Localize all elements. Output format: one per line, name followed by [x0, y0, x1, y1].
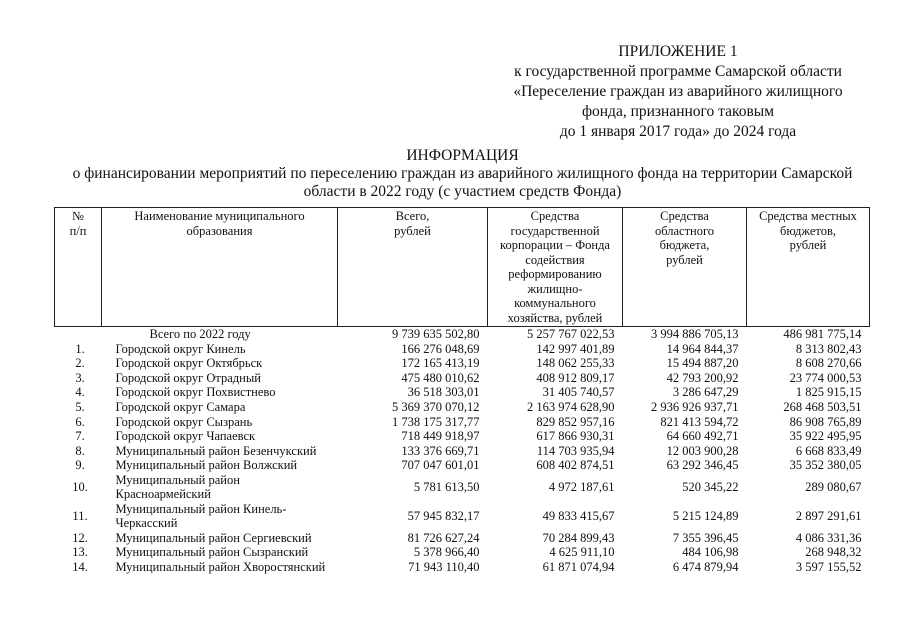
total-amount: 36 518 303,01 [407, 385, 480, 400]
regional-amount: 3 994 886 705,13 [651, 327, 739, 341]
header-number: № п/п [55, 208, 102, 327]
appendix-line: к государственной программе Самарской области [514, 63, 842, 80]
fund-amount: 829 852 957,16 [536, 414, 615, 429]
table-row [55, 414, 870, 429]
local-amount: 268 948,32 [805, 545, 862, 560]
appendix-block [488, 42, 868, 142]
local-amount: 35 352 380,05 [789, 458, 862, 473]
header-regional-budget: Средства областного бюджета, рублей [623, 208, 747, 327]
total-amount: 5 369 370 070,12 [392, 399, 480, 414]
local-amount: 23 774 000,53 [789, 370, 862, 385]
row-number: 13. [72, 545, 88, 560]
regional-amount: 3 286 647,29 [672, 385, 739, 400]
local-amount: 35 922 495,95 [789, 429, 862, 444]
row-number: 14. [72, 560, 88, 575]
fund-amount: 2 163 974 628,90 [527, 399, 615, 414]
regional-amount: 520 345,22 [682, 480, 739, 495]
municipality-name: Городской округ Чапаевск [115, 429, 256, 444]
table-row [55, 444, 870, 459]
table-row [55, 385, 870, 400]
fund-amount: 142 997 401,89 [536, 341, 615, 356]
local-amount: 3 597 155,52 [795, 560, 862, 575]
local-amount: 8 608 270,66 [795, 356, 862, 371]
regional-amount: 6 474 879,94 [672, 560, 739, 575]
appendix-line: «Переселение граждан из аварийного жилищного [513, 83, 843, 100]
document-title: ИНФОРМАЦИЯ [406, 147, 519, 164]
fund-amount: 5 257 767 022,53 [527, 327, 615, 341]
info-heading [50, 147, 875, 201]
total-amount: 707 047 601,01 [401, 458, 480, 473]
local-amount: 1 825 915,15 [795, 385, 862, 400]
regional-amount: 7 355 396,45 [672, 530, 739, 545]
row-number: 11. [72, 509, 88, 524]
row-number [55, 327, 102, 342]
total-amount: 57 945 832,17 [407, 509, 480, 524]
regional-amount: 5 215 124,89 [672, 509, 739, 524]
municipality-name: Городской округ Кинель [115, 341, 246, 356]
row-number: 4. [75, 385, 85, 400]
row-number: 7. [75, 429, 85, 444]
municipality-name: Муниципальный район Волжский [115, 458, 298, 473]
total-amount: 133 376 669,71 [401, 443, 480, 458]
total-amount: 166 276 048,69 [401, 341, 480, 356]
fund-amount: 114 703 935,94 [536, 443, 615, 458]
fund-amount: 31 405 740,57 [542, 385, 615, 400]
row-number: 6. [75, 414, 85, 429]
row-number: 3. [75, 370, 85, 385]
table-row [55, 560, 870, 575]
fund-amount: 608 402 874,51 [536, 458, 615, 473]
header-fund: Средства государственной корпорации – Фонда содействия реформированию жилищно- коммунального хозяйства, рублей [488, 208, 623, 327]
table-row [55, 458, 870, 473]
table-row [55, 531, 870, 546]
row-number: 5. [75, 399, 85, 414]
financing-table [54, 207, 870, 575]
header-municipality: Наименование муниципального образования [102, 208, 338, 327]
row-number: 8. [75, 443, 85, 458]
local-amount: 86 908 765,89 [789, 414, 862, 429]
fund-amount: 408 912 809,17 [536, 370, 615, 385]
local-amount: 268 468 503,51 [783, 399, 862, 414]
fund-amount: 49 833 415,67 [542, 509, 615, 524]
municipality-name: Городской округ Октябрьск [115, 356, 263, 371]
total-amount: 172 165 413,19 [401, 356, 480, 371]
municipality-name: Муниципальный район Сызранский [115, 545, 309, 560]
local-amount: 4 086 331,36 [795, 530, 862, 545]
municipality-name: Муниципальный район Сергиевский [115, 530, 312, 545]
row-number: 1. [75, 341, 85, 356]
row-number: 10. [72, 480, 88, 495]
table-row [55, 429, 870, 444]
fund-amount: 148 062 255,33 [536, 356, 615, 371]
municipality-name: Городской округ Отрадный [115, 370, 261, 385]
local-amount: 486 981 775,14 [783, 327, 862, 341]
header-local-budget: Средства местных бюджетов, рублей [747, 208, 870, 327]
municipality-name: Городской округ Сызрань [115, 414, 253, 429]
document-subtitle-line-1: о финансировании мероприятий по переселению граждан из аварийного жилищного фонда на территории Самарской [72, 165, 853, 182]
total-amount: 5 781 613,50 [413, 480, 480, 495]
table-row [55, 342, 870, 357]
municipality-name: Муниципальный район Красноармейский [115, 472, 240, 502]
regional-amount: 42 793 200,92 [666, 370, 739, 385]
regional-amount: 15 494 887,20 [666, 356, 739, 371]
regional-amount: 64 660 492,71 [666, 429, 739, 444]
regional-amount: 2 936 926 937,71 [651, 399, 739, 414]
regional-amount: 63 292 346,45 [666, 458, 739, 473]
table-row [55, 400, 870, 415]
regional-amount: 14 964 844,37 [666, 341, 739, 356]
table-row [55, 356, 870, 371]
local-amount: 2 897 291,61 [795, 509, 862, 524]
table-body [55, 327, 870, 575]
total-amount: 71 943 110,40 [408, 560, 480, 575]
municipality-name: Муниципальный район Кинель- Черкасский [115, 501, 287, 531]
fund-amount: 617 866 930,31 [536, 429, 615, 444]
municipality-name: Муниципальный район Безенчукский [115, 443, 317, 458]
regional-amount: 12 003 900,28 [666, 443, 739, 458]
header-total: Всего, рублей [338, 208, 488, 327]
municipality-name: Городской округ Самара [115, 399, 246, 414]
regional-amount: 484 106,98 [682, 545, 739, 560]
appendix-line: ПРИЛОЖЕНИЕ 1 [618, 43, 738, 60]
fund-amount: 70 284 899,43 [542, 530, 615, 545]
total-amount: 718 449 918,97 [401, 429, 480, 444]
local-amount: 289 080,67 [805, 480, 862, 495]
document-subtitle-line-2: области в 2022 году (с участием средств Фонда) [303, 183, 622, 200]
local-amount: 8 313 802,43 [795, 341, 862, 356]
fund-amount: 4 972 187,61 [548, 480, 615, 495]
row-number: 2. [75, 356, 85, 371]
appendix-line: фонда, признанного таковым [581, 103, 775, 120]
total-amount: 81 726 627,24 [407, 530, 480, 545]
table-row [55, 473, 870, 502]
row-number: 9. [75, 458, 85, 473]
regional-amount: 821 413 594,72 [660, 414, 739, 429]
table-row [55, 371, 870, 386]
table-total-row [55, 327, 870, 342]
total-amount: 1 738 175 317,77 [392, 414, 480, 429]
total-amount: 9 739 635 502,80 [392, 327, 480, 341]
municipality-name: Всего по 2022 году [149, 327, 251, 341]
table-row [55, 545, 870, 560]
total-amount: 5 378 966,40 [413, 545, 480, 560]
appendix-line: до 1 января 2017 года» до 2024 года [559, 123, 797, 140]
municipality-name: Муниципальный район Хворостянский [115, 560, 326, 575]
fund-amount: 61 871 074,94 [542, 560, 615, 575]
municipality-name: Городской округ Похвистнево [115, 385, 276, 400]
row-number: 12. [72, 530, 88, 545]
table-row [55, 502, 870, 531]
table-header-row [55, 208, 870, 327]
fund-amount: 4 625 911,10 [549, 545, 615, 560]
local-amount: 6 668 833,49 [795, 443, 862, 458]
total-amount: 475 480 010,62 [401, 370, 480, 385]
